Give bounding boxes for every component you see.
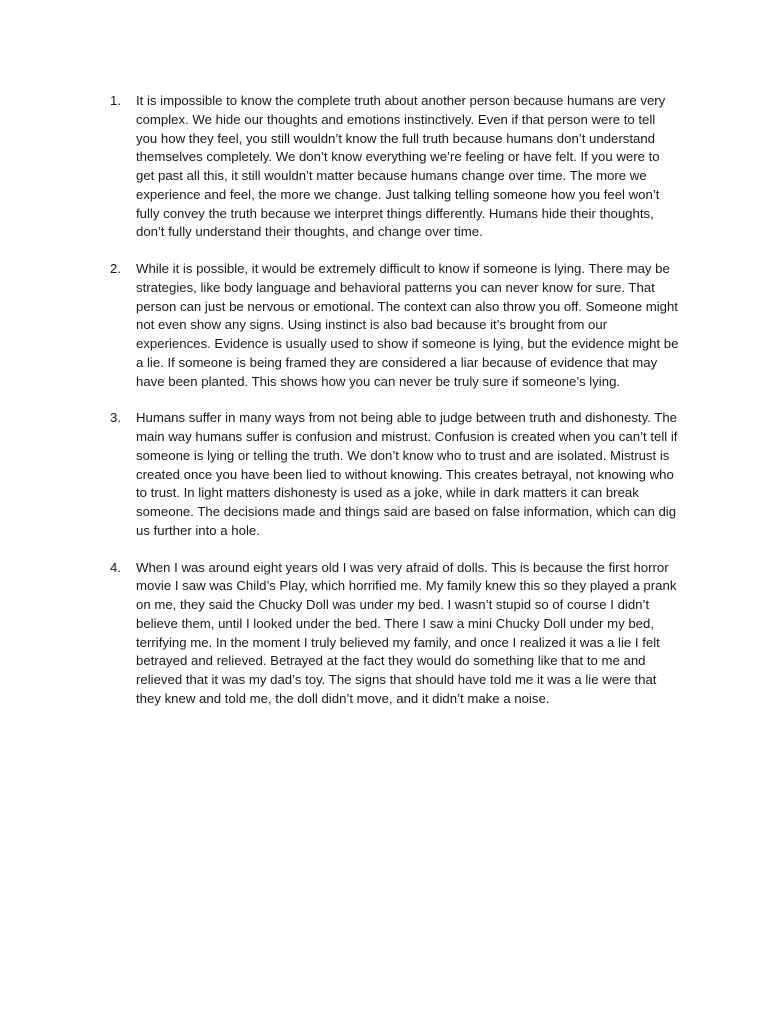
item-number: 4. xyxy=(110,559,121,575)
numbered-answer-list xyxy=(110,92,680,727)
item-number: 1. xyxy=(110,93,121,108)
list-item xyxy=(110,409,680,540)
list-item xyxy=(110,92,680,242)
item-number: 3. xyxy=(110,410,121,426)
item-number: 2. xyxy=(110,261,121,276)
item-paragraph: While it is possible, it would be extremely difficult to know if someone is lying. There may be strategies, like body language and behavioral patterns you can never know for sure. That person can just be nervous or emotional. The context can also throw you off. Someone might not even show any signs. Using instinct is also bad because it’s brought from our experiences. Evidence is usually used to show if someone is lying, but the evidence might be a lie. If someone is being framed they are considered a liar because of evidence that may have been planted. This shows how you can never be truly sure if someone’s lying. xyxy=(136,261,679,389)
item-paragraph: It is impossible to know the complete truth about another person because humans are very complex. We hide our thoughts and emotions instinctively. Even if that person were to tell you how they feel, you still wouldn’t know the full truth because humans don’t understand themselves completely. We don’t know everything we’re feeling or have felt. If you were to get past all this, it still wouldn’t matter because humans change over time. The more we experience and feel, the more we change. Just talking telling someone how you feel won’t fully convey the truth because we interpret things differently. Humans hide their thoughts, don’t fully understand their thoughts, and change over time. xyxy=(136,93,666,240)
list-item xyxy=(110,559,680,709)
item-paragraph: Humans suffer in many ways from not being able to judge between truth and dishonesty. The main way humans suffer is confusion and mistrust. Confusion is created when you can’t tell if someone is lying or telling the truth. We don’t know who to trust and are isolated. Mistrust is created once you have been lied to without knowing. This creates betrayal, not knowing who to trust. In light matters dishonesty is used as a joke, while in dark matters it can break someone. The decisions made and things said are based on false information, which can dig us further into a hole. xyxy=(136,410,678,538)
item-paragraph: When I was around eight years old I was very afraid of dolls. This is because the first horror movie I saw was Child’s Play, which horrified me. My family knew this so they played a prank on me, they said the Chucky Doll was under my bed. I wasn’t stupid so of course I didn’t believe them, until I looked under the bed. There I saw a mini Chucky Doll under my bed, terrifying me. In the moment I truly believed my family, and once I realized it was a lie I felt betrayed and relieved. Betrayed at the fact they would do something like that to me and relieved that it was my dad’s toy. The signs that should have told me it was a lie were that they knew and told me, the doll didn’t move, and it didn’t make a noise. xyxy=(136,559,677,706)
list-item xyxy=(110,260,680,391)
